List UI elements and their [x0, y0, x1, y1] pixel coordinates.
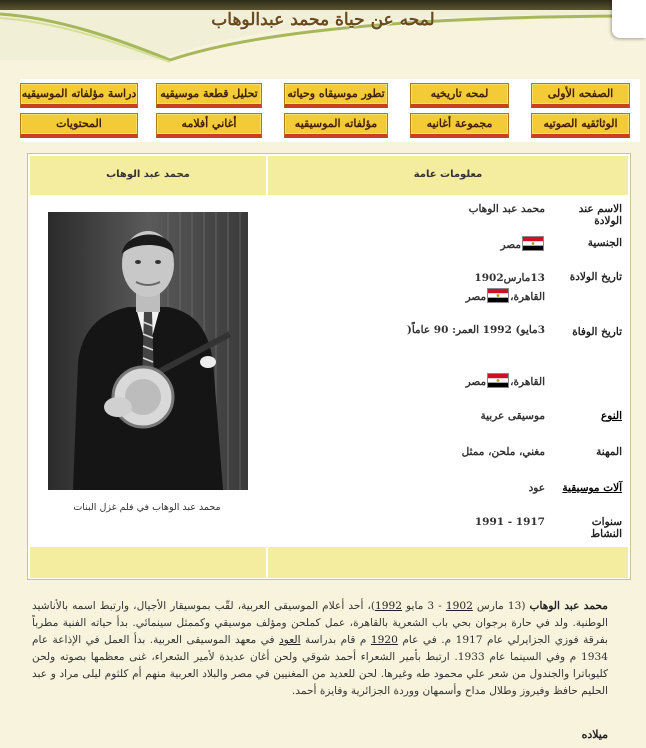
death-year-link[interactable]: 1992 — [375, 600, 402, 612]
instruments-link[interactable]: آلات موسيقية — [562, 482, 622, 494]
birth-date-text: 13مارس1902 — [474, 272, 545, 284]
article-text: (13 مارس — [472, 600, 530, 612]
value-nationality — [380, 237, 545, 251]
nav-contents-button[interactable]: المحتويات — [20, 113, 138, 138]
article-text: م قام بدراسة — [300, 634, 371, 646]
page-title: لمحه عن حياة محمد عبدالوهاب — [211, 10, 435, 30]
nav-music-evolution-button[interactable]: تطور موسيقاه وحياته — [284, 83, 388, 108]
genre-link[interactable]: النوع — [601, 410, 622, 422]
value-birth-name: محمد عبد الوهاب — [468, 203, 545, 215]
portrait-photo — [48, 212, 248, 490]
infobox-header-name: محمد عبد الوهاب — [30, 156, 266, 195]
death-place-city: القاهرة، — [510, 376, 545, 388]
infobox-footer-left — [30, 547, 266, 578]
year-1920-link[interactable]: 1920 — [370, 634, 398, 646]
death-place — [380, 374, 545, 388]
birth-place-country: مصر — [465, 291, 487, 303]
label-occupation: المهنة — [596, 446, 622, 458]
label-death-date: تاريخ الوفاة — [572, 326, 622, 338]
oud-link[interactable]: العود — [279, 634, 301, 646]
portrait-caption: محمد عبد الوهاب في فلم غزل البنات — [73, 502, 221, 513]
section-heading-birth: ميلاده — [581, 728, 608, 741]
article-intro-paragraph — [32, 598, 608, 700]
article-text: )، أحد أعلام الموسيقى العربية، لقّب بموسيقار الأجيال، وارتبط اسمه بالأناشيد الوطنية. ولد في حارة برجوان بحي باب الشعرية بالقاهرة، عمل كملحن ومؤلف موسيقي وكممثل سينمائي. بدأ حياته الفنية مطرباً بفرقة فوزي الجزايرلي عام 1917 م. في عام — [32, 600, 608, 646]
egypt-flag-icon — [488, 289, 508, 302]
label-birth-date: تاريخ الولادة — [569, 271, 622, 283]
value-genre: موسيقى عربية — [480, 410, 545, 422]
nav-home-button[interactable]: الصفحه الأولى — [531, 83, 630, 108]
value-years-active: 1917 - 1991 — [474, 516, 545, 528]
infobox-footer-right — [268, 547, 628, 578]
birth-year-link[interactable]: 1902 — [445, 600, 473, 612]
article-text: - 3 مايو — [402, 600, 446, 612]
article-text: في معهد الموسيقى العربية. بدأ العمل في الإذاعة عام 1934 م وفي السينما عام 1933. ارتبط بأمير الشعراء أحمد شوقي ولحن أغان عديدة لأمير الشعراء، غنى معظمها بصوته ولحن كليوباترا والجندول من شعر علي محمود طه وغيرها. لحن للعديد من المغنيين في مصر والبلاد العربية منهم أم كلثوم ليلى مراد و عبد الحليم حافظ وفيروز وطلال مداح وأسمهان ووردة الجزائرية وفايزة أحمد. — [32, 634, 608, 697]
nationality-country-text: مصر — [500, 239, 521, 251]
header-corner-card — [612, 0, 646, 38]
birth-place — [380, 288, 545, 307]
label-birth-name: الاسم عند الولادة — [578, 203, 622, 227]
page-header — [0, 0, 646, 72]
label-years-active: سنوات النشاط — [590, 516, 622, 540]
article-subject-name: محمد عبد الوهاب — [529, 600, 608, 612]
label-nationality: الجنسية — [587, 237, 622, 249]
nav-compositions-study-button[interactable]: دراسة مؤلفاته الموسيقيه — [20, 83, 138, 108]
value-occupation: مغني، ملحن، ممثل — [461, 446, 545, 458]
egypt-flag-icon — [488, 374, 508, 387]
nav-compositions-button[interactable]: مؤلفاته الموسيقيه — [284, 113, 388, 138]
nav-audio-docs-button[interactable]: الوثائقيه الصوتيه — [531, 113, 630, 138]
value-instruments: عود — [528, 482, 545, 494]
birth-place-city: القاهرة، — [510, 291, 545, 303]
egypt-flag-icon — [523, 237, 543, 250]
infobox — [27, 153, 631, 580]
value-death-date: 3مايو) 1992 العمر: 90 عاماً( — [406, 324, 545, 336]
nav-menu — [20, 79, 640, 142]
nav-songs-collection-button[interactable]: مجموعة أغانيه — [410, 113, 509, 138]
nav-piece-analysis-button[interactable]: تحليل قطعة موسيقيه — [156, 83, 262, 108]
death-place-country: مصر — [465, 376, 487, 388]
nav-history-button[interactable]: لمحه تاريخيه — [410, 83, 509, 108]
nav-film-songs-button[interactable]: أغاني أفلامه — [156, 113, 262, 138]
value-birth-date — [380, 269, 545, 307]
infobox-header-general: معلومات عامة — [268, 156, 628, 195]
